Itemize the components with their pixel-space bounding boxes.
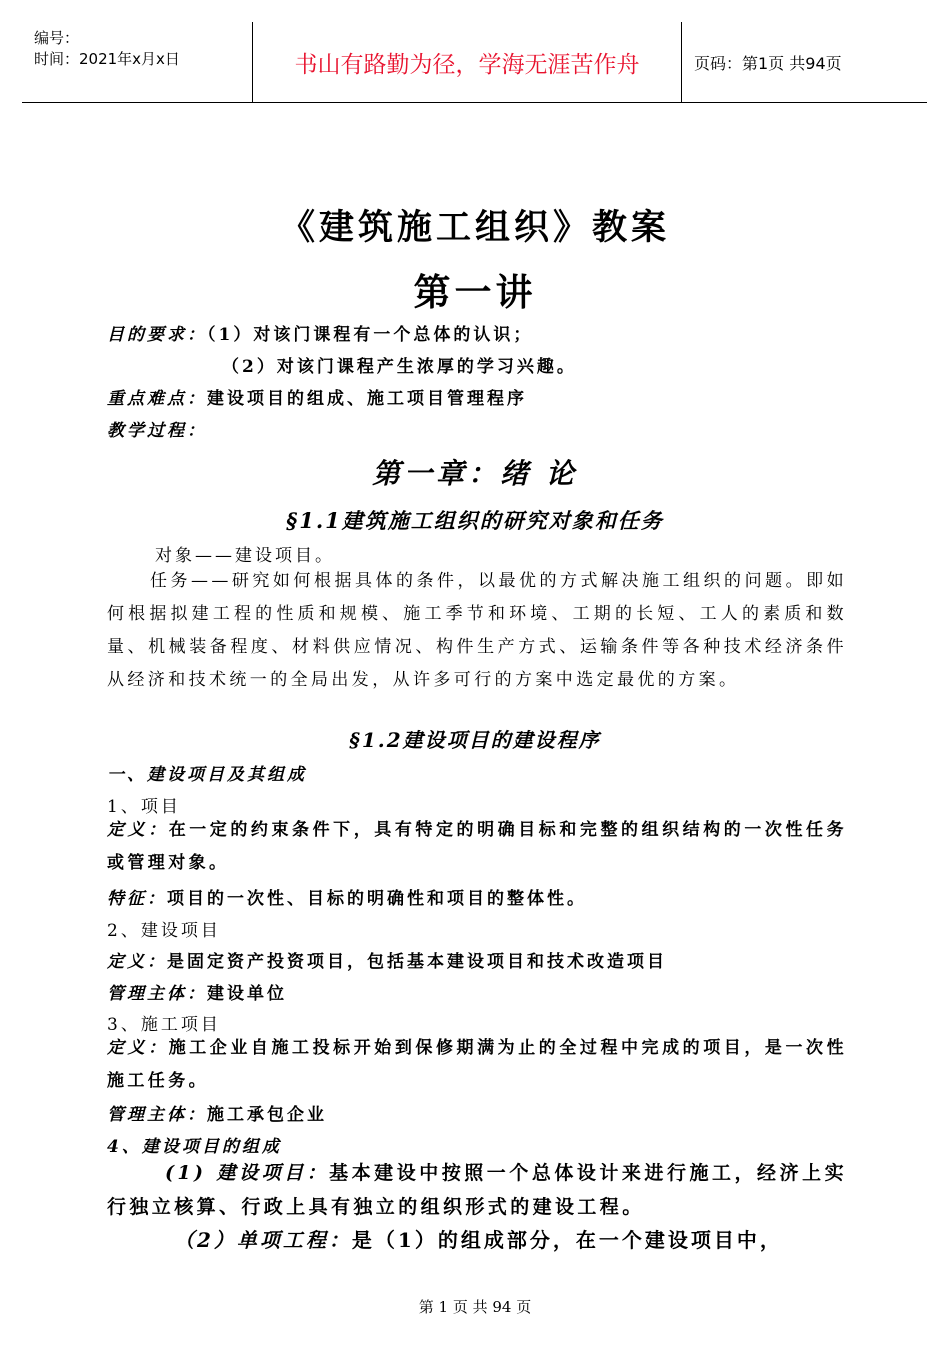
item-2-management <box>107 979 287 1004</box>
item-1-definition <box>107 814 847 880</box>
item-1-feature <box>107 884 587 909</box>
item-2-def-text: 是固定资产投资项目，包括基本建设项目和技术改造项目 <box>167 952 667 972</box>
item-3-def-text: 施工企业自施工投标开始到保修期满为止的全过程中完成的项目，是一次性施工任务。 <box>107 1038 848 1091</box>
component-1-label: (1) 建设项目： <box>165 1162 330 1184</box>
lecture-title: 第一讲 <box>413 270 537 314</box>
key-text: 建设项目的组成、施工项目管理程序 <box>207 389 527 409</box>
key-label: 重点难点： <box>107 389 207 409</box>
item-3-management <box>107 1100 327 1125</box>
part-1-heading: 一、建设项目及其组成 <box>107 765 307 785</box>
item-2-heading: 2、建设项目 <box>107 921 221 941</box>
header-meta <box>22 22 252 102</box>
item-1-feature-text: 项目的一次性、目标的明确性和项目的整体性。 <box>167 889 587 909</box>
time-label: 时间：2021年x月x日 <box>34 50 180 68</box>
feature-label: 特征： <box>107 889 167 909</box>
def-label: 定义： <box>107 1038 169 1058</box>
header-motto: 书山有路勤为径，学海无涯苦作舟 <box>252 22 682 102</box>
object-line: 对象——建设项目。 <box>155 546 335 566</box>
item-1-heading: 1、项目 <box>107 797 181 817</box>
objective-line-1 <box>107 320 533 345</box>
key-line <box>107 384 527 409</box>
item-3-mgmt-text: 施工承包企业 <box>207 1105 327 1125</box>
item-3-definition <box>107 1032 847 1098</box>
page-footer: 第 1 页 共 94 页 <box>418 1298 532 1316</box>
page-header <box>22 22 927 103</box>
def-label: 定义： <box>107 952 167 972</box>
def-label: 定义： <box>107 820 169 840</box>
mgmt-label: 管理主体： <box>107 1105 207 1125</box>
component-2 <box>174 1224 783 1253</box>
mgmt-label: 管理主体： <box>107 984 207 1004</box>
task-paragraph: 任务——研究如何根据具体的条件，以最优的方式解决施工组织的问题。即如何根据拟建工程的性质和规模、施工季节和环境、工期的长短、工人的素质和数量、机械装备程度、材料供应情况、构件生产方式、运输条件等各种技术经济条件从经济和技术统一的全局出发，从许多可行的方案中选定最优的方案。 <box>107 571 847 690</box>
header-page-info: 页码：第1页 共94页 <box>694 53 842 73</box>
item-2-mgmt-text: 建设单位 <box>207 984 287 1004</box>
component-1 <box>107 1156 847 1224</box>
doc-title: 《建筑施工组织》教案 <box>279 207 670 248</box>
component-2-label: （2）单项工程： <box>174 1228 352 1252</box>
item-4-heading: 4、建设项目的组成 <box>107 1137 282 1157</box>
item-2-definition <box>107 947 667 972</box>
chapter-title: 第一章：绪 论 <box>372 457 578 490</box>
process-label: 教学过程： <box>107 421 207 441</box>
objective-label: 目的要求： <box>107 325 207 345</box>
item-1-def-text: 在一定的约束条件下，具有特定的明确目标和完整的组织结构的一次性任务或管理对象。 <box>107 820 848 873</box>
component-1-text: 基本建设中按照一个总体设计来进行施工，经济上实行独立核算、行政上具有独立的组织形式的建设工程。 <box>107 1162 847 1218</box>
objective-1: （1）对该门课程有一个总体的认识； <box>207 325 534 345</box>
component-2-text: 是（1）的组成部分，在一个建设项目中， <box>351 1228 783 1252</box>
number-label: 编号： <box>34 29 80 47</box>
section-1-1: §1.1建筑施工组织的研究对象和任务 <box>286 508 664 533</box>
objective-2: （2）对该门课程产生浓厚的学习兴趣。 <box>222 357 577 377</box>
item-3-heading: 3、施工项目 <box>107 1015 221 1035</box>
section-1-2: §1.2建设项目的建设程序 <box>349 728 601 752</box>
